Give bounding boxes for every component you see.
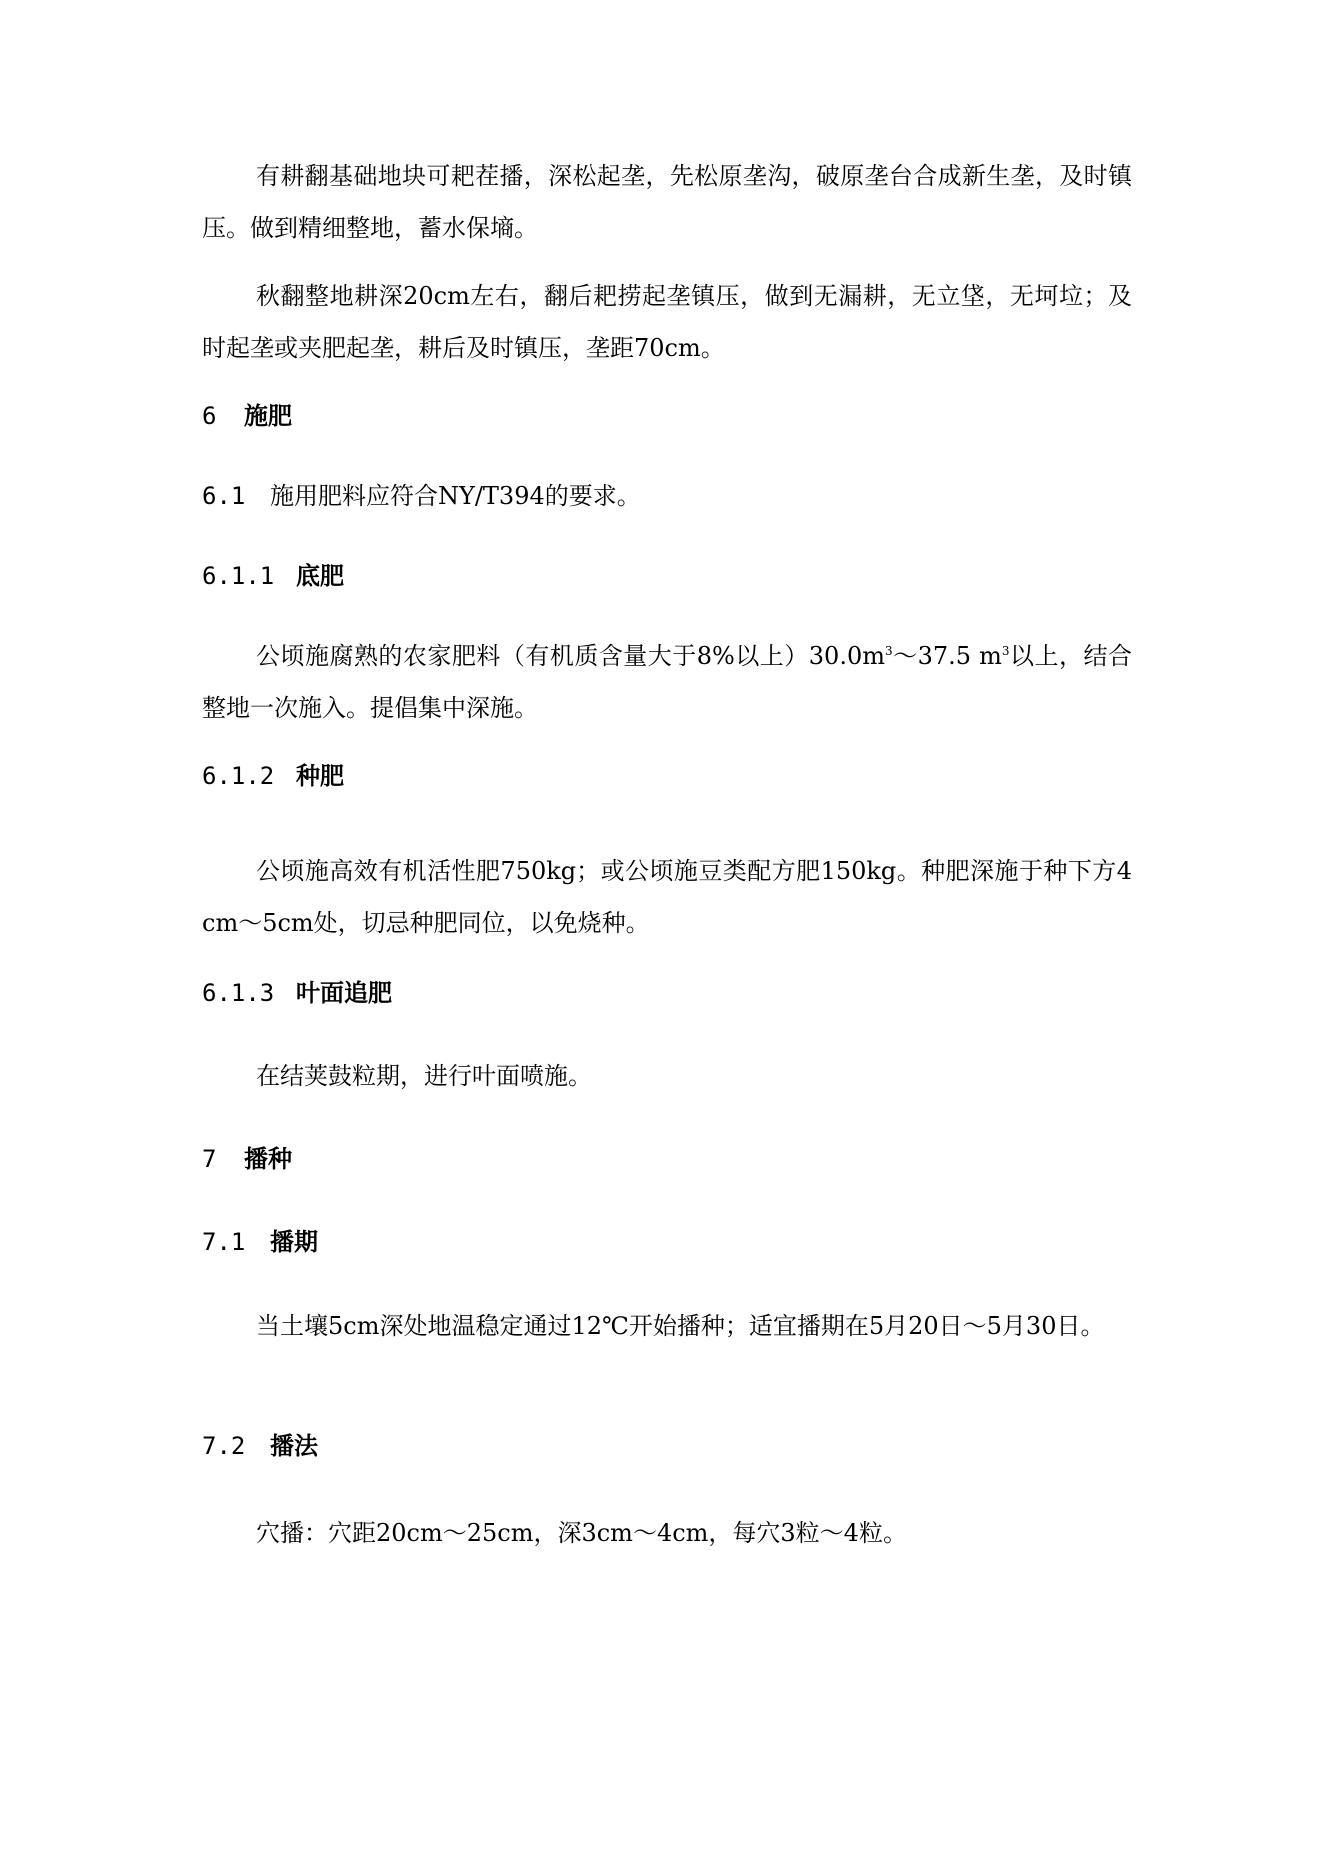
paragraph-base-fertilizer	[202, 630, 1132, 734]
section-number: 7.2	[202, 1432, 246, 1460]
section-heading-6	[202, 390, 1132, 442]
section-title: 底肥	[296, 562, 344, 590]
paragraph-foliar-spray: 在结荚鼓粒期，进行叶面喷施。	[256, 1062, 592, 1090]
paragraph-land-preparation: 有耕翻基础地块可耙茬播，深松起垄，先松原垄沟，破原垄台合成新生垄，及时镇压。做到精细整地，蓄水保墒。	[202, 162, 1132, 242]
section-number: 6.1.1	[202, 562, 275, 590]
paragraph-6-1	[202, 470, 1132, 522]
paragraph-autumn-tillage: 秋翻整地耕深20cm左右，翻后耙捞起垄镇压，做到无漏耕，无立垡，无坷垃；及时起垄或夹肥起垄，耕后及时镇压，垄距70cm。	[202, 282, 1132, 362]
section-title: 叶面追肥	[296, 979, 392, 1007]
section-number: 6.1.3	[202, 979, 275, 1007]
section-title: 施肥	[244, 402, 292, 430]
text-part: 公顷施腐熟的农家肥料（有机质含量大于8%以上）30.0m	[256, 642, 885, 670]
text-part: ～37.5 m	[892, 642, 1002, 670]
paragraph-seed-fertilizer: 公顷施高效有机活性肥750kg；或公顷施豆类配方肥150kg。种肥深施于种下方4cm～5cm处，切忌种肥同位，以免烧种。	[202, 857, 1132, 937]
section-title: 种肥	[296, 762, 344, 790]
section-heading-6-1-1	[202, 550, 1132, 602]
section-heading-6-1-2	[202, 750, 1132, 802]
text-part: 以上，结合整地一次施入。提倡集中深施。	[202, 642, 1132, 722]
paragraph-text: 施用肥料应符合NY/T394的要求。	[270, 482, 641, 510]
superscript: 3	[1001, 644, 1010, 658]
section-heading-7-1	[202, 1216, 1132, 1268]
section-title: 播法	[270, 1432, 318, 1460]
section-heading-7	[202, 1133, 1132, 1185]
paragraph-sowing-date: 当土壤5cm深处地温稳定通过12℃开始播种；适宜播期在5月20日～5月30日。	[256, 1312, 1105, 1340]
section-number: 6.1	[202, 482, 246, 510]
superscript: 3	[884, 644, 893, 658]
section-number: 6	[202, 402, 217, 430]
section-title: 播期	[270, 1228, 318, 1256]
section-number: 7	[202, 1145, 217, 1173]
section-heading-6-1-3	[202, 967, 1132, 1019]
section-title: 播种	[244, 1145, 292, 1173]
section-number: 6.1.2	[202, 762, 275, 790]
section-heading-7-2	[202, 1420, 1132, 1472]
paragraph-sowing-method: 穴播：穴距20cm～25cm，深3cm～4cm，每穴3粒～4粒。	[256, 1519, 907, 1547]
section-number: 7.1	[202, 1228, 246, 1256]
